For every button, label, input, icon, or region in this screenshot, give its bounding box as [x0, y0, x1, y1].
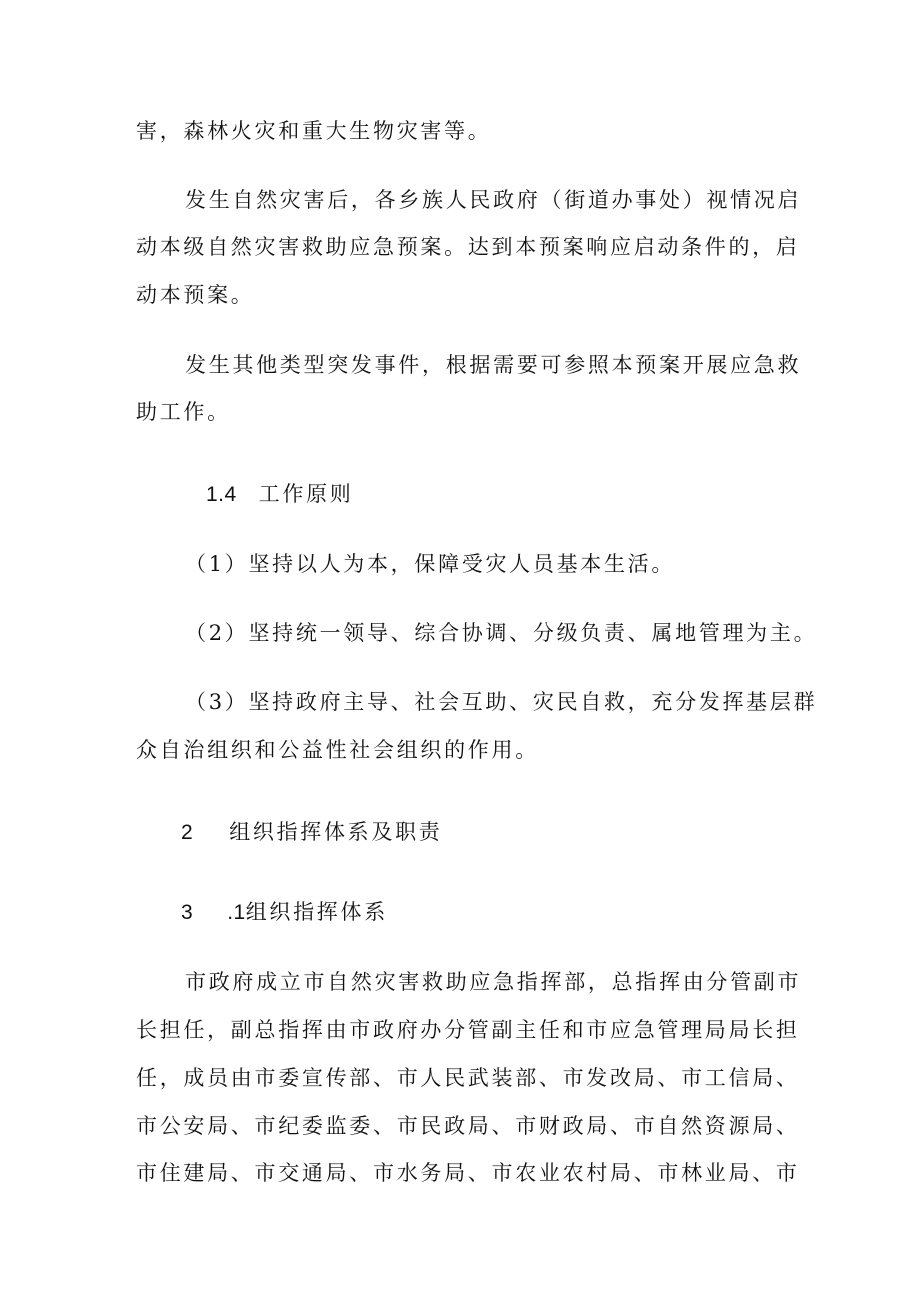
section-2-title: 组织指挥体系及职责 — [229, 820, 443, 844]
para-other-line-1: 发生其他类型突发事件，根据需要可参照本预案开展应急救 — [185, 353, 802, 377]
para-command-line-3: 任，成员由市委宣传部、市人民武装部、市发改局、市工信局、 — [136, 1066, 800, 1090]
para-command-line-4: 市公安局、市纪委监委、市民政局、市财政局、市自然资源局、 — [136, 1114, 800, 1138]
para-start-line-3: 动本预案。 — [136, 283, 255, 307]
para-start-line-2: 动本级自然灾害救助应急预案。达到本预案响应启动条件的，启 — [136, 235, 800, 259]
section-1-4-number: 1.4 — [206, 483, 237, 506]
section-1-4-heading — [206, 480, 354, 509]
principle-3 — [185, 688, 817, 716]
para-command-line-1: 市政府成立市自然灾害救助应急指挥部，总指挥由分管副市 — [185, 970, 802, 994]
principle-2-text: 坚持统一领导、综合协调、分级负责、属地管理为主。 — [248, 621, 818, 645]
principle-1-text: 坚持以人为本，保障受灾人员基本生活。 — [248, 552, 676, 576]
section-1-4-title: 工作原则 — [258, 482, 354, 506]
section-3-number: 3 — [181, 901, 194, 924]
principle-2 — [185, 619, 817, 647]
para-command-line-2: 长担任，副总指挥由市政府办分管副主任和市应急管理局局长担 — [136, 1018, 800, 1042]
principle-3-text: 坚持政府主导、社会互助、灾民自救，充分发挥基层群 — [248, 690, 818, 714]
principle-3-number: （3） — [185, 690, 249, 714]
para-command-line-5: 市住建局、市交通局、市水务局、市农业农村局、市林业局、市 — [136, 1161, 800, 1185]
section-3-heading — [181, 898, 388, 927]
principle-3-continuation: 众自治组织和公益性社会组织的作用。 — [136, 738, 539, 762]
para-other-line-2: 助工作。 — [136, 400, 231, 424]
para-start-line-1: 发生自然灾害后，各乡族人民政府（街道办事处）视情况启 — [185, 188, 802, 212]
principle-1-number: （1） — [185, 552, 249, 576]
principle-2-number: （2） — [185, 621, 249, 645]
section-2-heading — [181, 818, 443, 847]
section-3-title: 组织指挥体系 — [245, 900, 388, 924]
principle-1 — [185, 550, 675, 578]
section-3-suffix: .1 — [227, 901, 246, 924]
section-2-number: 2 — [181, 821, 194, 844]
intro-line: 害，森林火灾和重大生物灾害等。 — [136, 119, 492, 143]
